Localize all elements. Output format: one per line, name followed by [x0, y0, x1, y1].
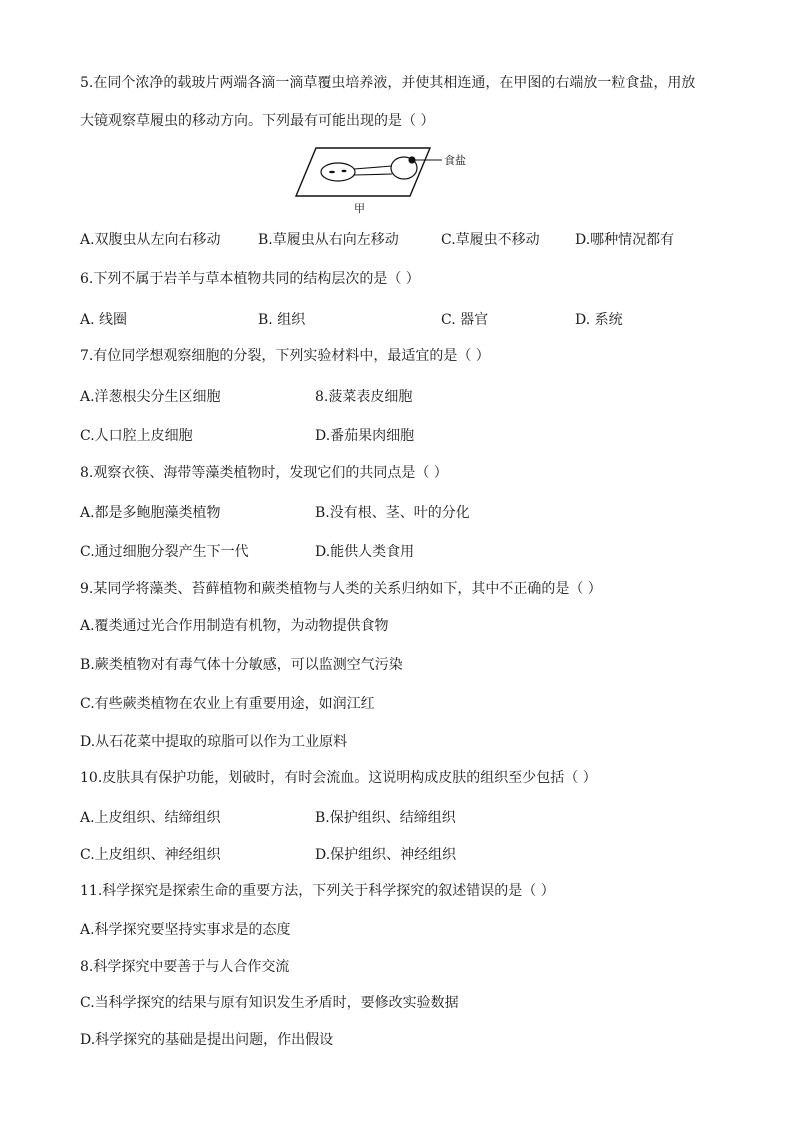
q10-option-b[interactable]: B.保护组织、结缔组织: [315, 810, 456, 826]
q5-stem-line1: 5.在同个浓净的载玻片两端各滴一滴草覆虫培养液，并使其相连通，在甲图的右端放一粒食盐，用放: [80, 75, 696, 91]
q9-stem: 9.某同学将藻类、苔藓植物和蕨类植物与人类的关系归纳如下，其中不正确的是（ ）: [80, 581, 602, 597]
q6-option-c[interactable]: C. 器官: [441, 312, 489, 328]
q9-option-b[interactable]: B.蕨类植物对有毒气体十分敏感，可以监测空气污染: [80, 657, 403, 673]
q11-option-d[interactable]: D.科学探究的基础是提出问题，作出假设: [80, 1032, 334, 1048]
q7-option-b[interactable]: 8.菠菜表皮细胞: [315, 389, 413, 405]
q6-option-a[interactable]: A. 线圈: [80, 312, 128, 328]
q9-option-d[interactable]: D.从石花菜中提取的琼脂可以作为工业原料: [80, 734, 348, 750]
q5-option-d[interactable]: D.哪种情况都有: [575, 232, 675, 248]
q11-option-a[interactable]: A.科学探究要坚持实事求是的态度: [80, 922, 291, 938]
q5-slide-figure: [292, 138, 482, 218]
q8-option-b[interactable]: B.没有根、茎、叶的分化: [315, 505, 470, 521]
q8-option-c[interactable]: C.通过细胞分裂产生下一代: [80, 544, 249, 560]
q10-option-a[interactable]: A.上皮组织、结缔组织: [80, 810, 221, 826]
q5-option-a[interactable]: A.双腹虫从左向右移动: [80, 232, 221, 248]
q9-option-c[interactable]: C.有些蕨类植物在农业上有重要用途，如润江红: [80, 696, 375, 712]
q8-option-a[interactable]: A.都是多鲍胞藻类植物: [80, 505, 221, 521]
q8-option-d[interactable]: D.能供人类食用: [315, 544, 415, 560]
q10-option-d[interactable]: D.保护组织、神经组织: [315, 847, 457, 863]
salt-grain-icon: [408, 156, 415, 163]
q7-option-a[interactable]: A.洋葱根尖分生区细胞: [80, 389, 221, 405]
q11-option-b[interactable]: 8.科学探究中要善于与人合作交流: [80, 959, 290, 975]
q8-stem: 8.观察衣筷、海带等藻类植物时，发现它们的共同点是（ ）: [80, 465, 448, 481]
q5-salt-label: 食盐: [444, 154, 466, 167]
q5-option-c[interactable]: C.草履虫不移动: [441, 232, 540, 248]
q7-stem: 7.有位同学想观察细胞的分裂，下列实验材料中，最适宜的是（ ）: [80, 348, 490, 364]
q10-option-c[interactable]: C.上皮组织、神经组织: [80, 847, 221, 863]
q6-stem: 6.下列不属于岩羊与草本植物共同的结构层次的是（ ）: [80, 271, 420, 287]
q7-option-c[interactable]: C.人口腔上皮细胞: [80, 428, 193, 444]
q5-figure-caption: 甲: [354, 202, 365, 215]
q11-stem: 11.科学探究是探索生命的重要方法，下列关于科学探究的叙述错误的是（ ）: [80, 883, 555, 899]
q5-option-b[interactable]: B.草履虫从右向左移动: [258, 232, 399, 248]
q6-option-b[interactable]: B. 组织: [258, 312, 306, 328]
q11-option-c[interactable]: C.当科学探究的结果与原有知识发生矛盾时，要修改实验数据: [80, 995, 459, 1011]
q10-stem: 10.皮肤具有保护功能，划破时，有时会流血。这说明构成皮肤的组织至少包括（ ）: [80, 770, 597, 786]
q6-option-d[interactable]: D. 系统: [575, 312, 623, 328]
q7-option-d[interactable]: D.番茄果肉细胞: [315, 428, 415, 444]
q5-stem-line2: 大镜观察草履虫的移动方向。下列最有可能出现的是（ ）: [80, 113, 435, 129]
q9-option-a[interactable]: A.覆类通过光合作用制造有机物，为动物提供食物: [80, 618, 389, 634]
